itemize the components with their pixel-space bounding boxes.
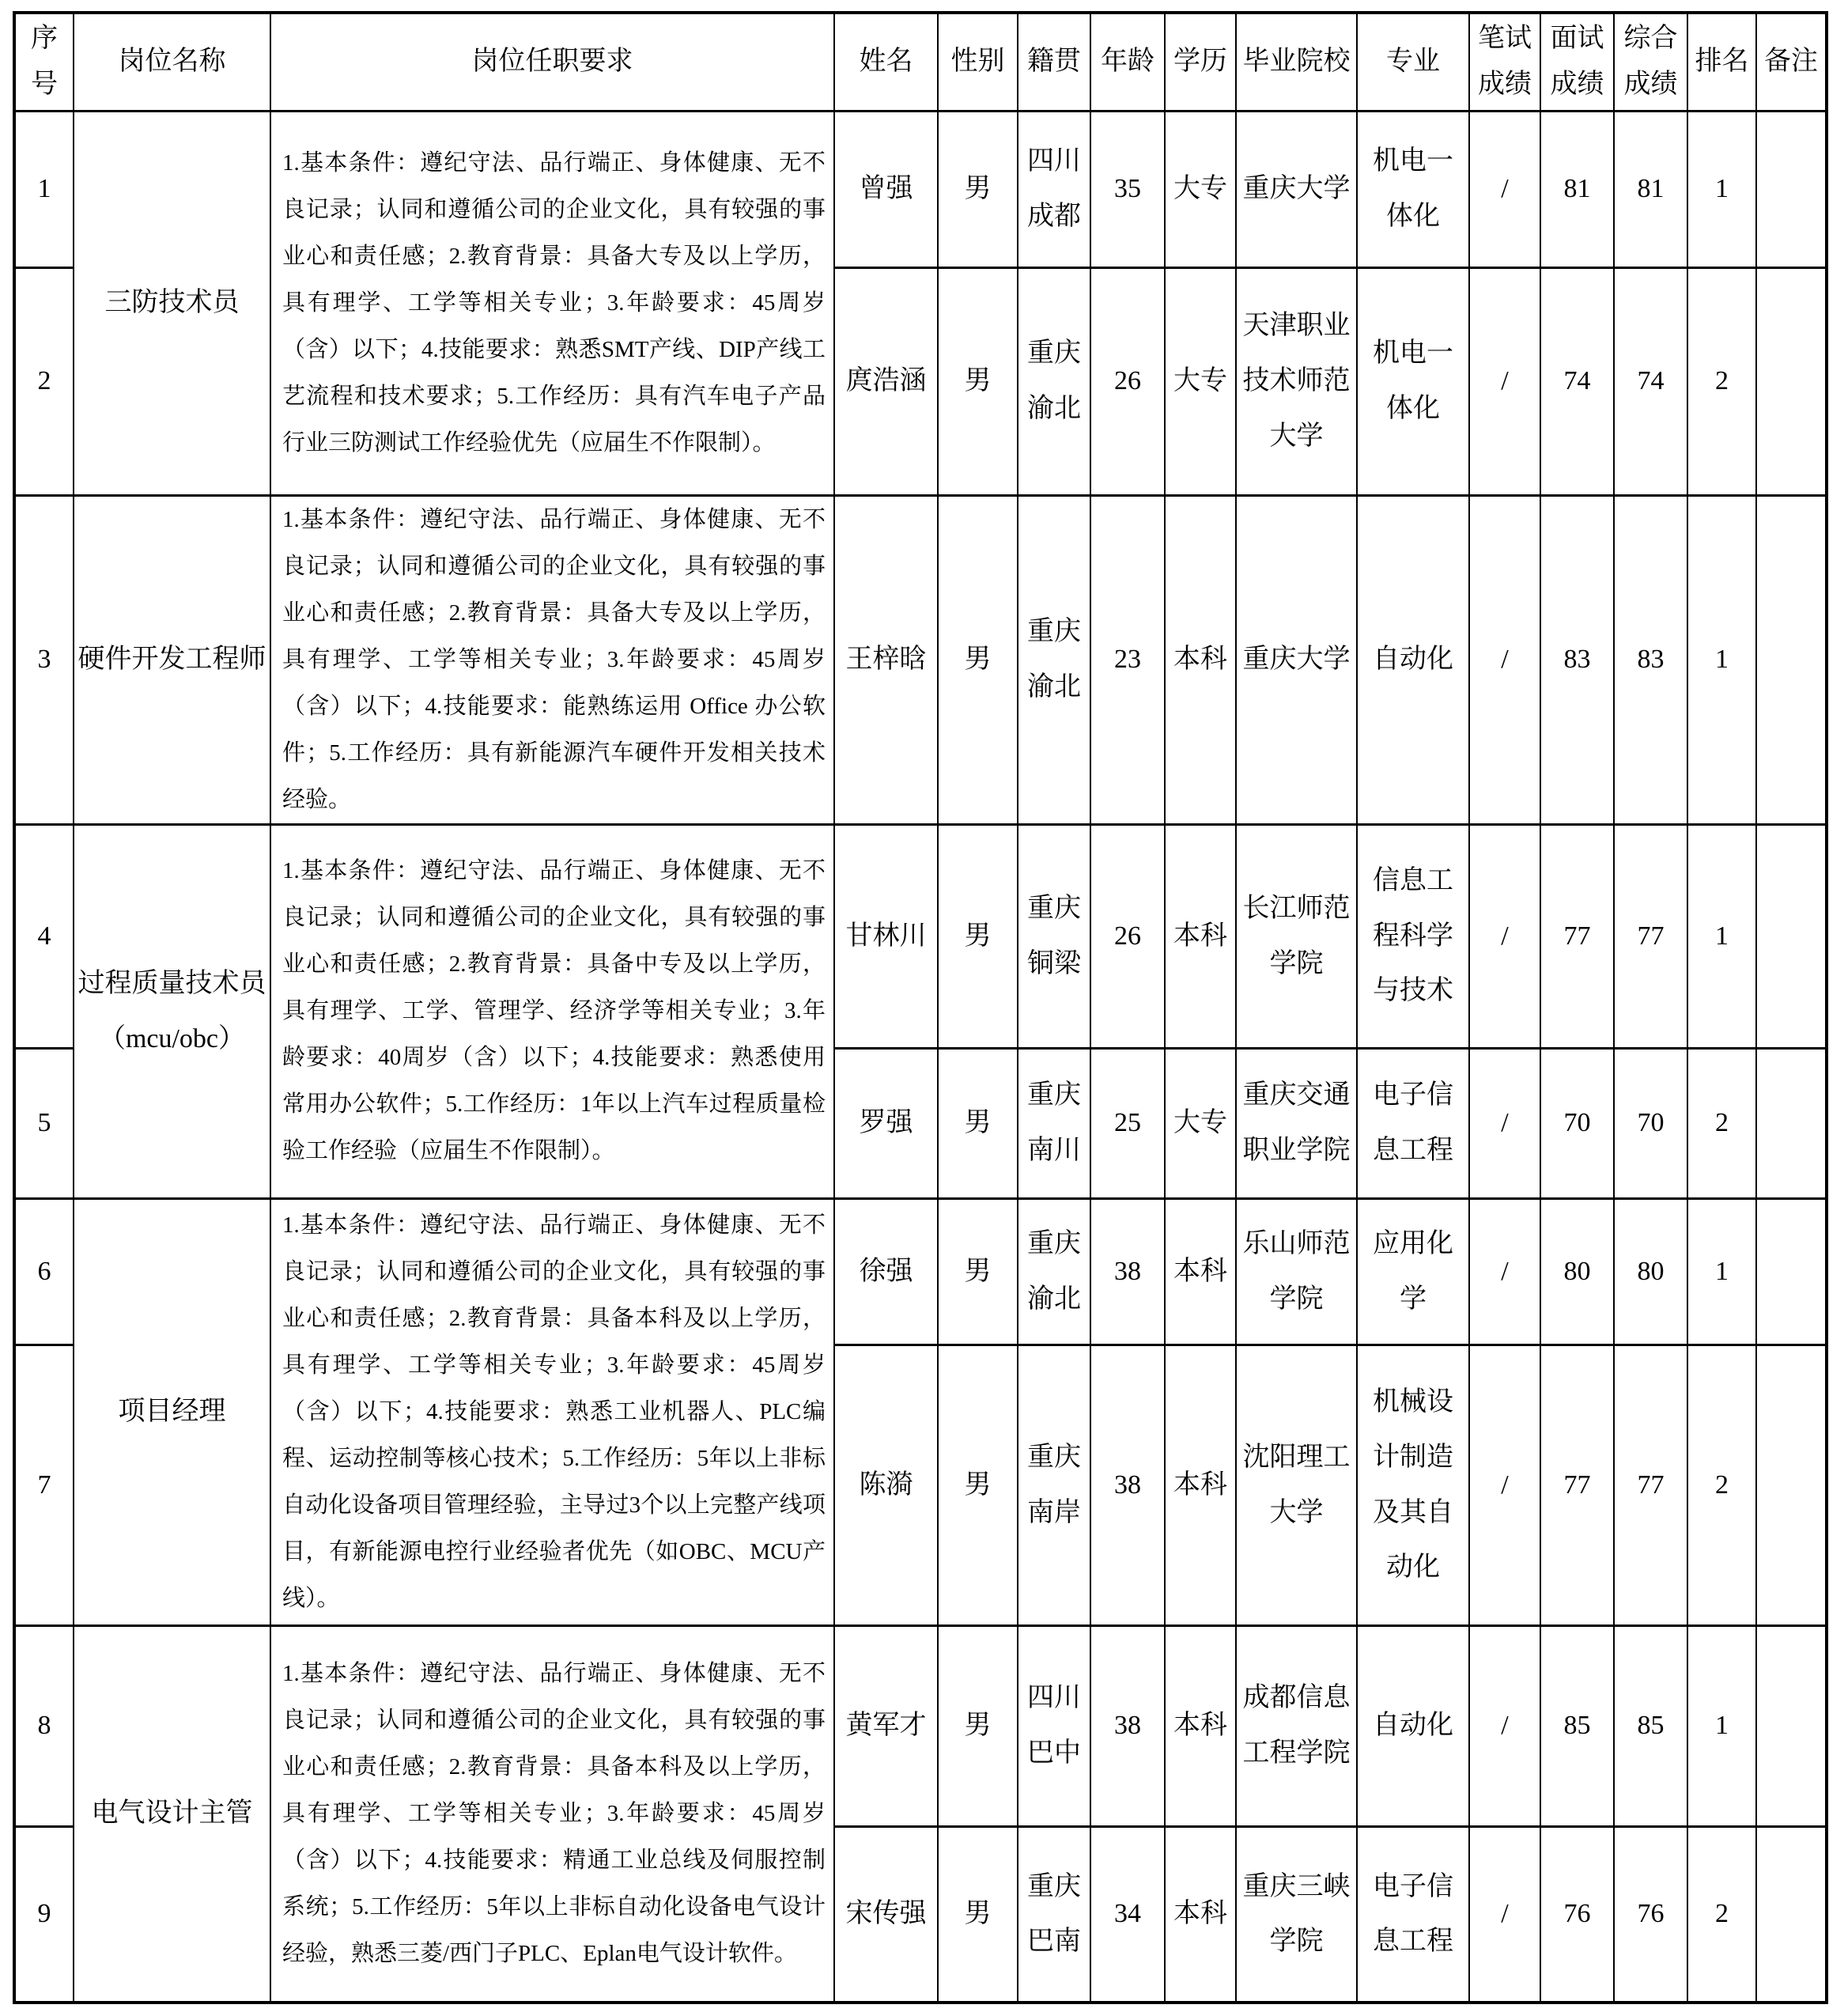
interview-score-cell: 77	[1540, 1345, 1614, 1625]
name-cell: 罗强	[834, 1048, 938, 1198]
seq-cell: 7	[14, 1345, 74, 1625]
education-cell: 大专	[1165, 111, 1236, 267]
major-cell: 机电一体化	[1357, 267, 1469, 495]
position-cell: 三防技术员	[74, 111, 270, 495]
header-hometown: 籍贯	[1018, 13, 1090, 111]
interview-score-cell: 85	[1540, 1625, 1614, 1826]
gender-cell: 男	[938, 1048, 1018, 1198]
age-cell: 26	[1090, 267, 1165, 495]
gender-cell: 男	[938, 1345, 1018, 1625]
seq-cell: 3	[14, 495, 74, 824]
name-cell: 宋传强	[834, 1826, 938, 2003]
hometown-cell: 重庆巴南	[1018, 1826, 1090, 2003]
header-interview-score: 面试成绩	[1540, 13, 1614, 111]
interview-score-cell: 80	[1540, 1198, 1614, 1345]
table-row	[14, 1198, 1827, 1345]
overall-score-cell: 77	[1614, 824, 1687, 1048]
interview-score-cell: 83	[1540, 495, 1614, 824]
header-overall-score: 综合成绩	[1614, 13, 1687, 111]
hometown-cell: 四川成都	[1018, 111, 1090, 267]
overall-score-cell: 80	[1614, 1198, 1687, 1345]
header-position: 岗位名称	[74, 13, 270, 111]
seq-cell: 6	[14, 1198, 74, 1345]
seq-cell: 9	[14, 1826, 74, 2003]
hometown-cell: 重庆渝北	[1018, 495, 1090, 824]
education-cell: 本科	[1165, 824, 1236, 1048]
major-cell: 自动化	[1357, 495, 1469, 824]
age-cell: 38	[1090, 1345, 1165, 1625]
interview-score-cell: 74	[1540, 267, 1614, 495]
age-cell: 23	[1090, 495, 1165, 824]
gender-cell: 男	[938, 1625, 1018, 1826]
overall-score-cell: 81	[1614, 111, 1687, 267]
school-cell: 长江师范学院	[1236, 824, 1357, 1048]
hometown-cell: 重庆南岸	[1018, 1345, 1090, 1625]
major-cell: 信息工程科学与技术	[1357, 824, 1469, 1048]
remark-cell	[1756, 1198, 1827, 1345]
requirements-cell: 1.基本条件：遵纪守法、品行端正、身体健康、无不良记录；认同和遵循公司的企业文化，具有较强的事业心和责任感；2.教育背景：具备大专及以上学历，具有理学、工学等相关专业；3.年龄要求：45周岁（含）以下；4.技能要求：熟悉SMT产线、DIP产线工艺流程和技术要求；5.工作经历：具有汽车电子产品行业三防测试工作经验优先（应届生不作限制）。	[270, 111, 834, 495]
major-cell: 机械设计制造及其自动化	[1357, 1345, 1469, 1625]
education-cell: 本科	[1165, 1625, 1236, 1826]
overall-score-cell: 83	[1614, 495, 1687, 824]
written-score-cell: /	[1469, 111, 1540, 267]
name-cell: 王梓晗	[834, 495, 938, 824]
requirements-cell: 1.基本条件：遵纪守法、品行端正、身体健康、无不良记录；认同和遵循公司的企业文化，具有较强的事业心和责任感；2.教育背景：具备本科及以上学历，具有理学、工学等相关专业；3.年龄要求：45周岁（含）以下；4.技能要求：精通工业总线及伺服控制系统；5.工作经历：5年以上非标自动化设备电气设计经验，熟悉三菱/西门子PLC、Eplan电气设计软件。	[270, 1625, 834, 2003]
education-cell: 本科	[1165, 1345, 1236, 1625]
header-major: 专业	[1357, 13, 1469, 111]
school-cell: 重庆大学	[1236, 111, 1357, 267]
header-gender: 性别	[938, 13, 1018, 111]
name-cell: 黄军才	[834, 1625, 938, 1826]
rank-cell: 1	[1687, 1625, 1756, 1826]
rank-cell: 1	[1687, 111, 1756, 267]
school-cell: 成都信息工程学院	[1236, 1625, 1357, 1826]
rank-cell: 2	[1687, 1048, 1756, 1198]
remark-cell	[1756, 495, 1827, 824]
education-cell: 大专	[1165, 267, 1236, 495]
header-requirements: 岗位任职要求	[270, 13, 834, 111]
recruitment-results-table	[13, 11, 1828, 2004]
table-row	[14, 824, 1827, 1048]
remark-cell	[1756, 1345, 1827, 1625]
written-score-cell: /	[1469, 824, 1540, 1048]
school-cell: 重庆大学	[1236, 495, 1357, 824]
written-score-cell: /	[1469, 495, 1540, 824]
gender-cell: 男	[938, 267, 1018, 495]
hometown-cell: 重庆铜梁	[1018, 824, 1090, 1048]
position-cell: 硬件开发工程师	[74, 495, 270, 824]
overall-score-cell: 85	[1614, 1625, 1687, 1826]
table-row	[14, 495, 1827, 824]
seq-cell: 1	[14, 111, 74, 267]
written-score-cell: /	[1469, 1198, 1540, 1345]
age-cell: 26	[1090, 824, 1165, 1048]
age-cell: 35	[1090, 111, 1165, 267]
seq-cell: 8	[14, 1625, 74, 1826]
age-cell: 38	[1090, 1625, 1165, 1826]
header-remark: 备注	[1756, 13, 1827, 111]
header-rank: 排名	[1687, 13, 1756, 111]
name-cell: 庹浩涵	[834, 267, 938, 495]
name-cell: 曾强	[834, 111, 938, 267]
remark-cell	[1756, 1048, 1827, 1198]
hometown-cell: 重庆渝北	[1018, 267, 1090, 495]
requirements-cell: 1.基本条件：遵纪守法、品行端正、身体健康、无不良记录；认同和遵循公司的企业文化，具有较强的事业心和责任感；2.教育背景：具备本科及以上学历，具有理学、工学等相关专业；3.年龄要求：45周岁（含）以下；4.技能要求：熟悉工业机器人、PLC编程、运动控制等核心技术；5.工作经历：5年以上非标自动化设备项目管理经验，主导过3个以上完整产线项目，有新能源电控行业经验者优先（如OBC、MCU产线）。	[270, 1198, 834, 1625]
school-cell: 天津职业技术师范大学	[1236, 267, 1357, 495]
major-cell: 自动化	[1357, 1625, 1469, 1826]
table-row	[14, 1625, 1827, 1826]
gender-cell: 男	[938, 824, 1018, 1048]
overall-score-cell: 77	[1614, 1345, 1687, 1625]
header-education: 学历	[1165, 13, 1236, 111]
gender-cell: 男	[938, 111, 1018, 267]
remark-cell	[1756, 111, 1827, 267]
name-cell: 甘林川	[834, 824, 938, 1048]
school-cell: 乐山师范学院	[1236, 1198, 1357, 1345]
age-cell: 25	[1090, 1048, 1165, 1198]
name-cell: 徐强	[834, 1198, 938, 1345]
interview-score-cell: 76	[1540, 1826, 1614, 2003]
rank-cell: 2	[1687, 267, 1756, 495]
hometown-cell: 重庆渝北	[1018, 1198, 1090, 1345]
education-cell: 本科	[1165, 1826, 1236, 2003]
written-score-cell: /	[1469, 1826, 1540, 2003]
seq-cell: 4	[14, 824, 74, 1048]
remark-cell	[1756, 1826, 1827, 2003]
interview-score-cell: 77	[1540, 824, 1614, 1048]
written-score-cell: /	[1469, 1345, 1540, 1625]
header-school: 毕业院校	[1236, 13, 1357, 111]
remark-cell	[1756, 267, 1827, 495]
overall-score-cell: 74	[1614, 267, 1687, 495]
major-cell: 电子信息工程	[1357, 1048, 1469, 1198]
overall-score-cell: 76	[1614, 1826, 1687, 2003]
seq-cell: 2	[14, 267, 74, 495]
header-seq: 序号	[14, 13, 74, 111]
requirements-cell: 1.基本条件：遵纪守法、品行端正、身体健康、无不良记录；认同和遵循公司的企业文化，具有较强的事业心和责任感；2.教育背景：具备大专及以上学历，具有理学、工学等相关专业；3.年龄要求：45周岁（含）以下；4.技能要求：能熟练运用 Office 办公软件；5.工作经历：具有新能源汽车硬件开发相关技术经验。	[270, 495, 834, 824]
hometown-cell: 四川巴中	[1018, 1625, 1090, 1826]
overall-score-cell: 70	[1614, 1048, 1687, 1198]
position-cell: 项目经理	[74, 1198, 270, 1625]
header-name: 姓名	[834, 13, 938, 111]
written-score-cell: /	[1469, 1625, 1540, 1826]
written-score-cell: /	[1469, 1048, 1540, 1198]
position-cell: 电气设计主管	[74, 1625, 270, 2003]
rank-cell: 1	[1687, 1198, 1756, 1345]
school-cell: 重庆交通职业学院	[1236, 1048, 1357, 1198]
rank-cell: 2	[1687, 1826, 1756, 2003]
table-row	[14, 111, 1827, 267]
education-cell: 大专	[1165, 1048, 1236, 1198]
major-cell: 机电一体化	[1357, 111, 1469, 267]
written-score-cell: /	[1469, 267, 1540, 495]
education-cell: 本科	[1165, 495, 1236, 824]
interview-score-cell: 70	[1540, 1048, 1614, 1198]
name-cell: 陈漪	[834, 1345, 938, 1625]
gender-cell: 男	[938, 495, 1018, 824]
remark-cell	[1756, 1625, 1827, 1826]
seq-cell: 5	[14, 1048, 74, 1198]
position-cell: 过程质量技术员（mcu/obc）	[74, 824, 270, 1198]
rank-cell: 1	[1687, 824, 1756, 1048]
gender-cell: 男	[938, 1198, 1018, 1345]
rank-cell: 1	[1687, 495, 1756, 824]
requirements-cell: 1.基本条件：遵纪守法、品行端正、身体健康、无不良记录；认同和遵循公司的企业文化，具有较强的事业心和责任感；2.教育背景：具备中专及以上学历，具有理学、工学、管理学、经济学等相关专业；3.年龄要求：40周岁（含）以下；4.技能要求：熟悉使用常用办公软件；5.工作经历：1年以上汽车过程质量检验工作经验（应届生不作限制）。	[270, 824, 834, 1198]
rank-cell: 2	[1687, 1345, 1756, 1625]
school-cell: 沈阳理工大学	[1236, 1345, 1357, 1625]
gender-cell: 男	[938, 1826, 1018, 2003]
header-written-score: 笔试成绩	[1469, 13, 1540, 111]
table-header-row	[14, 13, 1827, 111]
major-cell: 电子信息工程	[1357, 1826, 1469, 2003]
age-cell: 34	[1090, 1826, 1165, 2003]
education-cell: 本科	[1165, 1198, 1236, 1345]
remark-cell	[1756, 824, 1827, 1048]
interview-score-cell: 81	[1540, 111, 1614, 267]
header-age: 年龄	[1090, 13, 1165, 111]
hometown-cell: 重庆南川	[1018, 1048, 1090, 1198]
major-cell: 应用化学	[1357, 1198, 1469, 1345]
school-cell: 重庆三峡学院	[1236, 1826, 1357, 2003]
age-cell: 38	[1090, 1198, 1165, 1345]
